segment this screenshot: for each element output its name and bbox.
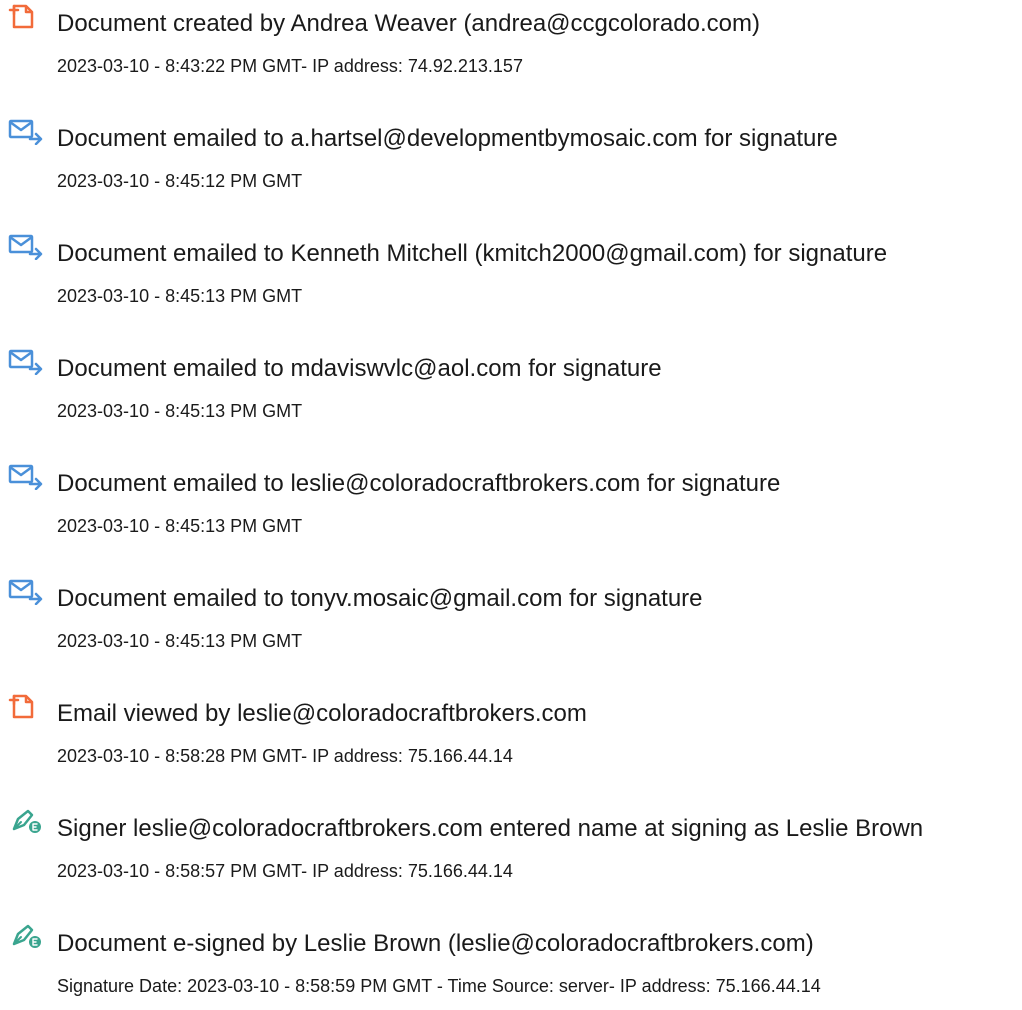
event-title: Signer leslie@coloradocraftbrokers.com entered name at signing as Leslie Brown bbox=[57, 815, 924, 842]
document-viewed-icon bbox=[8, 690, 44, 720]
audit-event bbox=[0, 575, 1022, 665]
event-timestamp: 2023-03-10 - 8:45:13 PM GMT bbox=[57, 516, 303, 536]
audit-event bbox=[0, 345, 1022, 435]
event-timestamp: 2023-03-10 - 8:58:28 PM GMT- IP address: 75.166.44.14 bbox=[57, 746, 513, 766]
esign-pen-icon bbox=[8, 805, 44, 835]
esign-pen-icon bbox=[8, 920, 44, 950]
event-timestamp: 2023-03-10 - 8:45:13 PM GMT bbox=[57, 286, 303, 306]
email-sent-icon bbox=[8, 345, 44, 375]
event-timestamp: 2023-03-10 - 8:45:13 PM GMT bbox=[57, 631, 303, 651]
event-timestamp: 2023-03-10 - 8:58:57 PM GMT- IP address: 75.166.44.14 bbox=[57, 861, 513, 881]
event-title: Document emailed to tonyv.mosaic@gmail.com for signature bbox=[57, 585, 703, 612]
email-sent-icon bbox=[8, 575, 44, 605]
event-timestamp: 2023-03-10 - 8:43:22 PM GMT- IP address: 74.92.213.157 bbox=[57, 56, 523, 76]
event-title: Document e-signed by Leslie Brown (leslie@coloradocraftbrokers.com) bbox=[57, 930, 814, 957]
event-title: Email viewed by leslie@coloradocraftbrokers.com bbox=[57, 700, 587, 727]
event-timestamp: 2023-03-10 - 8:45:12 PM GMT bbox=[57, 171, 303, 191]
event-title: Document emailed to mdaviswvlc@aol.com for signature bbox=[57, 355, 662, 382]
document-created-icon bbox=[8, 0, 44, 30]
email-sent-icon bbox=[8, 460, 44, 490]
event-timestamp: 2023-03-10 - 8:45:13 PM GMT bbox=[57, 401, 303, 421]
audit-event bbox=[0, 460, 1022, 550]
audit-event bbox=[0, 230, 1022, 320]
event-timestamp: Signature Date: 2023-03-10 - 8:58:59 PM GMT - Time Source: server- IP address: 75.166.44.14 bbox=[57, 976, 821, 996]
email-sent-icon bbox=[8, 230, 44, 260]
audit-event bbox=[0, 115, 1022, 205]
audit-event bbox=[0, 805, 1022, 895]
event-title: Document emailed to a.hartsel@developmentbymosaic.com for signature bbox=[57, 125, 838, 152]
event-title: Document emailed to Kenneth Mitchell (kmitch2000@gmail.com) for signature bbox=[57, 240, 888, 267]
audit-event bbox=[0, 0, 1022, 90]
event-title: Document emailed to leslie@coloradocraftbrokers.com for signature bbox=[57, 470, 781, 497]
audit-event bbox=[0, 920, 1022, 1010]
email-sent-icon bbox=[8, 115, 44, 145]
audit-event bbox=[0, 690, 1022, 780]
event-title: Document created by Andrea Weaver (andrea@ccgcolorado.com) bbox=[57, 10, 760, 37]
